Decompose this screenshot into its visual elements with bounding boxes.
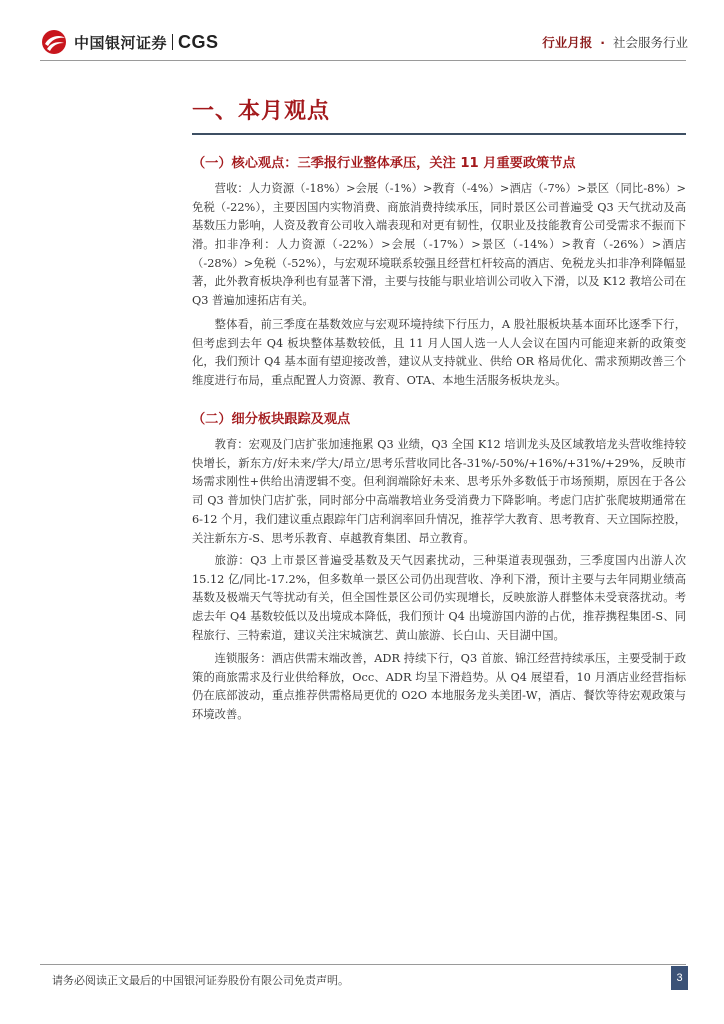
page-header	[0, 0, 724, 80]
section-title-sector-tracking: （二）细分板块跟踪及观点	[192, 412, 351, 427]
logo-english-name: CGS	[178, 31, 219, 52]
paragraph-net-profit: 扣非净利：人力资源（-22%）>会展（-17%）>景区（-14%）>教育（-26%）>酒店（-28%）>免税（-52%），与宏观环境联系较强且经营杠杆较高的酒店、免税龙头扣非净利降幅显著，此外教育板块净利也有显著下滑，主要与技能与职业培训公司收入下滑，以及 K12 教培公司在 Q3 普遍加速拓店有关。	[192, 238, 686, 308]
footer-disclaimer: 请务必阅读正文最后的中国银河证券股份有限公司免责声明。	[52, 974, 349, 987]
logo-chinese-name: 中国银河证券	[74, 33, 168, 52]
chapter-title-rule	[192, 133, 686, 135]
paragraph-education: 教育：宏观及门店扩张加速拖累 Q3 业绩，Q3 全国 K12 培训龙头及区域教培龙头营收维持较快增长，新东方/好未来/学大/昂立/思考乐营收同比各-31%/-50%/+16%/+31%/+29%，反映市场需求刚性+供给出清逻辑不变。但利润端除好未来、思考乐外多数低于市场预期，原因在于各公司 Q3 普加快门店扩张，同时部分中高端教培业务受消费力下降影响。考虑门店扩张爬坡期通常在 6-12 个月，我们建议重点跟踪年门店利润率回升情况，推荐学大教育、思考教育、天立国际控股，关注新东方-S、思考乐教育、卓越教育集团、昂立教育。	[192, 438, 686, 545]
header-separator: ·	[600, 35, 605, 50]
logo-divider	[172, 34, 173, 50]
header-report-info	[542, 33, 688, 51]
paragraph-revenue: 营收：人力资源（-18%）>会展（-1%）>教育（-4%）>酒店（-7%）>景区（同比-8%）>免税（-22%），主要因国内实物消费、商旅消费持续承压，同时景区公司普遍受 Q3 天气扰动及高基数压力影响，人资及教育公司收入端表现和对更有韧性，仅职业及技能教育公司受需求不振而下滑。	[192, 182, 686, 252]
section-title-core-view: （一）核心观点：三季报行业整体承压，关注 11 月重要政策节点	[192, 156, 576, 171]
footer-divider	[40, 964, 686, 965]
chapter-title: 一、本月观点	[192, 98, 331, 124]
industry-name: 社会服务行业	[612, 35, 688, 50]
paragraph-tourism: 旅游：Q3 上市景区普遍受基数及天气因素扰动，三种渠道表现强劲，三季度国内出游人次 15.12 亿/同比-17.2%，但多数单一景区公司仍出现营收、净利下滑，预计主要与去年同期业绩高基数及极端天气等扰动有关，但全国性景区公司仍实现增长，反映旅游人群整体未受衰落扰动。考虑去年 Q4 基数较低以及出境成本降低，我们预计 Q4 出境游国内游的占优，推荐携程集团-S、同程旅行、三特索道，建议关注宋城演艺、黄山旅游、长白山、天目湖中国。	[192, 554, 686, 642]
header-divider	[40, 60, 686, 61]
page-number: 3	[671, 966, 688, 990]
company-logo	[40, 28, 219, 56]
report-type: 行业月报	[542, 35, 593, 50]
paragraph-overall: 整体看，前三季度在基数效应与宏观环境持续下行压力，A 股社服板块基本面环比逐季下行，但考虑到去年 Q4 板块整体基数较低，且 11 月人国人选一人人会议在国内可能迎来新的政策变化，我们预计 Q4 基本面有望迎接改善，建议从支持就业、供给 OR 格局优化、需求预期改善三个维度进行布局，重点配置人力资源、教育、OTA、本地生活服务板块龙头。	[192, 318, 686, 388]
galaxy-logo-icon	[40, 28, 68, 56]
paragraph-chain-services: 连锁服务：酒店供需末端改善，ADR 持续下行，Q3 首旅、锦江经营持续承压，主要受制于政策的商旅需求及行业供给释放，Occ、ADR 均呈下滑趋势。从 Q4 展望看，10 月酒店业经营指标仍在底部波动，重点推荐供需格局更优的 O2O 本地服务龙头美团-W，酒店、餐饮等待宏观政策与环境改善。	[192, 652, 686, 722]
